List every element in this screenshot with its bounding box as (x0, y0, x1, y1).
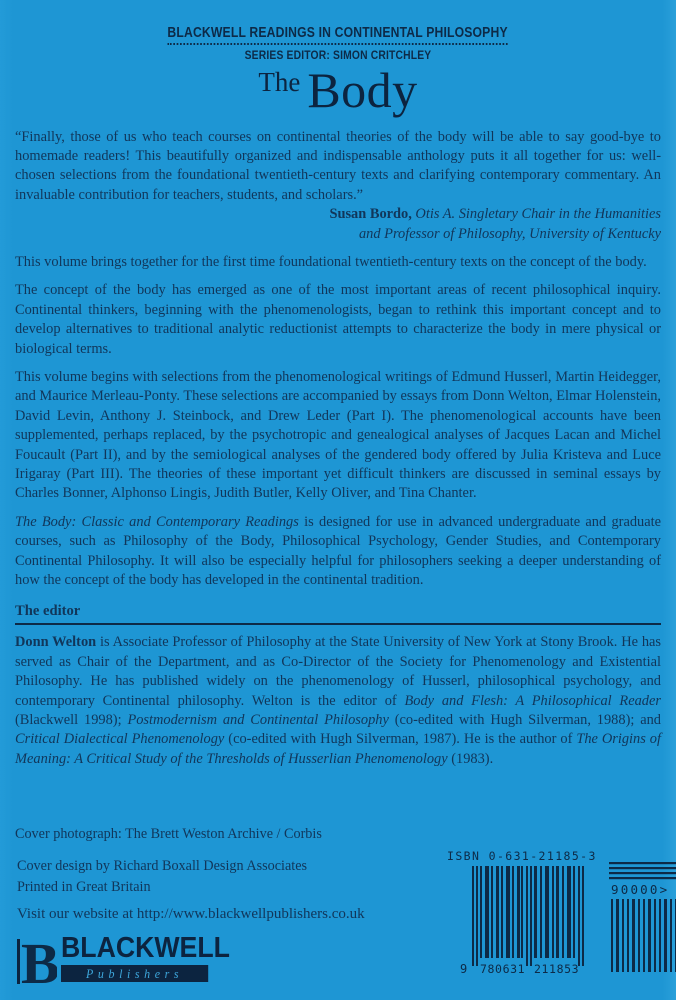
blackwell-publishers-logo (17, 934, 245, 991)
book-title-italic: The Body: Classic and Contemporary Readings (15, 513, 299, 530)
series-header (15, 24, 661, 62)
title-the: The (258, 67, 301, 97)
svg-text:B: B (21, 934, 57, 986)
attribution-role-2: and Professor of Philosophy, University of Kentucky (358, 225, 661, 242)
series-editor-line: SERIES EDITOR: SIMON CRITCHLEY (244, 48, 432, 62)
bio-booktitle-1: Body and Flesh: A Philosophical Reader (404, 692, 661, 709)
title-main: Body (307, 62, 418, 118)
bio-text-3: (co-edited with Hugh Silverman, 1988); and (388, 712, 662, 729)
supplement-code: 90000> (610, 882, 670, 897)
publisher-name: BLACKWELL (61, 932, 230, 964)
barcode-digits-right-group: 211853 (533, 962, 580, 974)
supplement-barcode (609, 862, 676, 979)
bio-booktitle-4: The Origins of Meaning: A Critical Study of the Thresholds of Husserlian Phenomenology (15, 731, 661, 767)
bio-text-4: (co-edited with Hugh Silverman, 1987). He is the author of (224, 731, 577, 748)
editor-name: Donn Welton (15, 634, 97, 651)
ean-barcode-icon (460, 866, 584, 974)
synopsis-paragraph-4-rest: is designed for use in advanced undergraduate and graduate courses, such as Philosophy of the Body, Philosophical Psychology, Gender Studies, and Contemporary Continental Philosophy. It will also be especially helpful for philosophers seeking a deeper understanding of how the concept of the body has developed in the continental tradition. (15, 513, 661, 589)
bio-text-2: (Blackwell 1998); (15, 712, 128, 729)
synopsis-paragraph-1: This volume brings together for the first time foundational twentieth-century texts on the concept of the body. (15, 253, 647, 270)
cover-design-credit: Cover design by Richard Boxall Design Associates (17, 858, 308, 874)
attribution-role-1: Otis A. Singletary Chair in the Humanities (411, 206, 661, 223)
synopsis-paragraph-2: The concept of the body has emerged as one of the most important areas of recent philosophical inquiry. Continental thinkers, beginning with the phenomenologists, began to rethink this important concept and to develop alternatives to traditional analytic reductionist attempts to characterize the body in mere physical or biological terms. (15, 282, 661, 357)
bio-booktitle-3: Critical Dialectical Phenomenology (15, 731, 225, 748)
series-title: BLACKWELL READINGS IN CONTINENTAL PHILOSOPHY (168, 25, 508, 45)
website-line: Visit our website at http://www.blackwellpublishers.co.uk (17, 906, 365, 922)
editor-section-heading: The editor (15, 603, 661, 625)
printed-credit: Printed in Great Britain (17, 879, 151, 895)
isbn-barcode-block (447, 849, 676, 979)
synopsis-paragraph-4 (15, 513, 661, 591)
attribution-line-1 (15, 205, 661, 224)
editor-bio (15, 633, 661, 769)
production-credits (17, 856, 307, 898)
bio-booktitle-2: Postmodernism and Continental Philosophy (127, 712, 389, 729)
barcode-digits-left-group: 780631 (479, 962, 526, 974)
review-quote: “Finally, those of us who teach courses on continental theories of the body will be able to say good-bye to homemade readers! This beautifully organized and indispensable anthology puts it all together for us: well-chosen selections from the foundational twentieth-century texts and clarifying contemporary commentary. An invaluable contribution for teachers, students, and scholars.” (15, 128, 661, 203)
synopsis-paragraph-3: This volume begins with selections from the phenomenological writings of Edmund Husserl, Martin Heidegger, and Maurice Merleau-Ponty. These selections are accompanied by essays from Donn Welton, Elmar Holenstein, David Levin, Anthony J. Steinbock, and Drew Leder (Part I). The phenomenological accounts have been supplemented, perhaps replaced, by the psychotropic and genealogical analyses of Jacques Lacan and Michel Foucault (Part II), and by the semiological analyses of the gendered body offered by Julia Kristeva and Luce Irigaray (Part III). The theories of these important yet difficult thinkers are discussed in seminal essays by Charles Bonner, Alphonso Lingis, Judith Butler, Kelly Oliver, and Tina Chanter. (15, 368, 661, 502)
barcode-digit-lead: 9 (459, 962, 468, 974)
blackwell-b-logo-icon (17, 934, 57, 991)
bio-text-5: (1983). (447, 750, 494, 767)
book-title (15, 62, 661, 118)
publisher-wordmark (61, 934, 245, 982)
supplement-barcode-icon (609, 862, 676, 974)
attribution-name: Susan Bordo, (329, 206, 412, 223)
ean-barcode (447, 849, 597, 979)
bio-text-1: is Associate Professor of Philosophy at the State University of New York at Stony Brook. He has served as Chair of the Department, and as Co-Director of the Society for Phenomenology and Existential Philosophy. He has published widely on the phenomenology of Husserl, philosophical psychology, and contemporary Continental philosophy. Welton is the editor of (15, 634, 662, 709)
isbn-label: ISBN 0-631-21185-3 (447, 849, 597, 863)
cover-photo-credit: Cover photograph: The Brett Weston Archive / Corbis (15, 826, 322, 842)
quote-attribution (15, 205, 661, 244)
publisher-tagline-bar: Publishers (61, 965, 208, 982)
